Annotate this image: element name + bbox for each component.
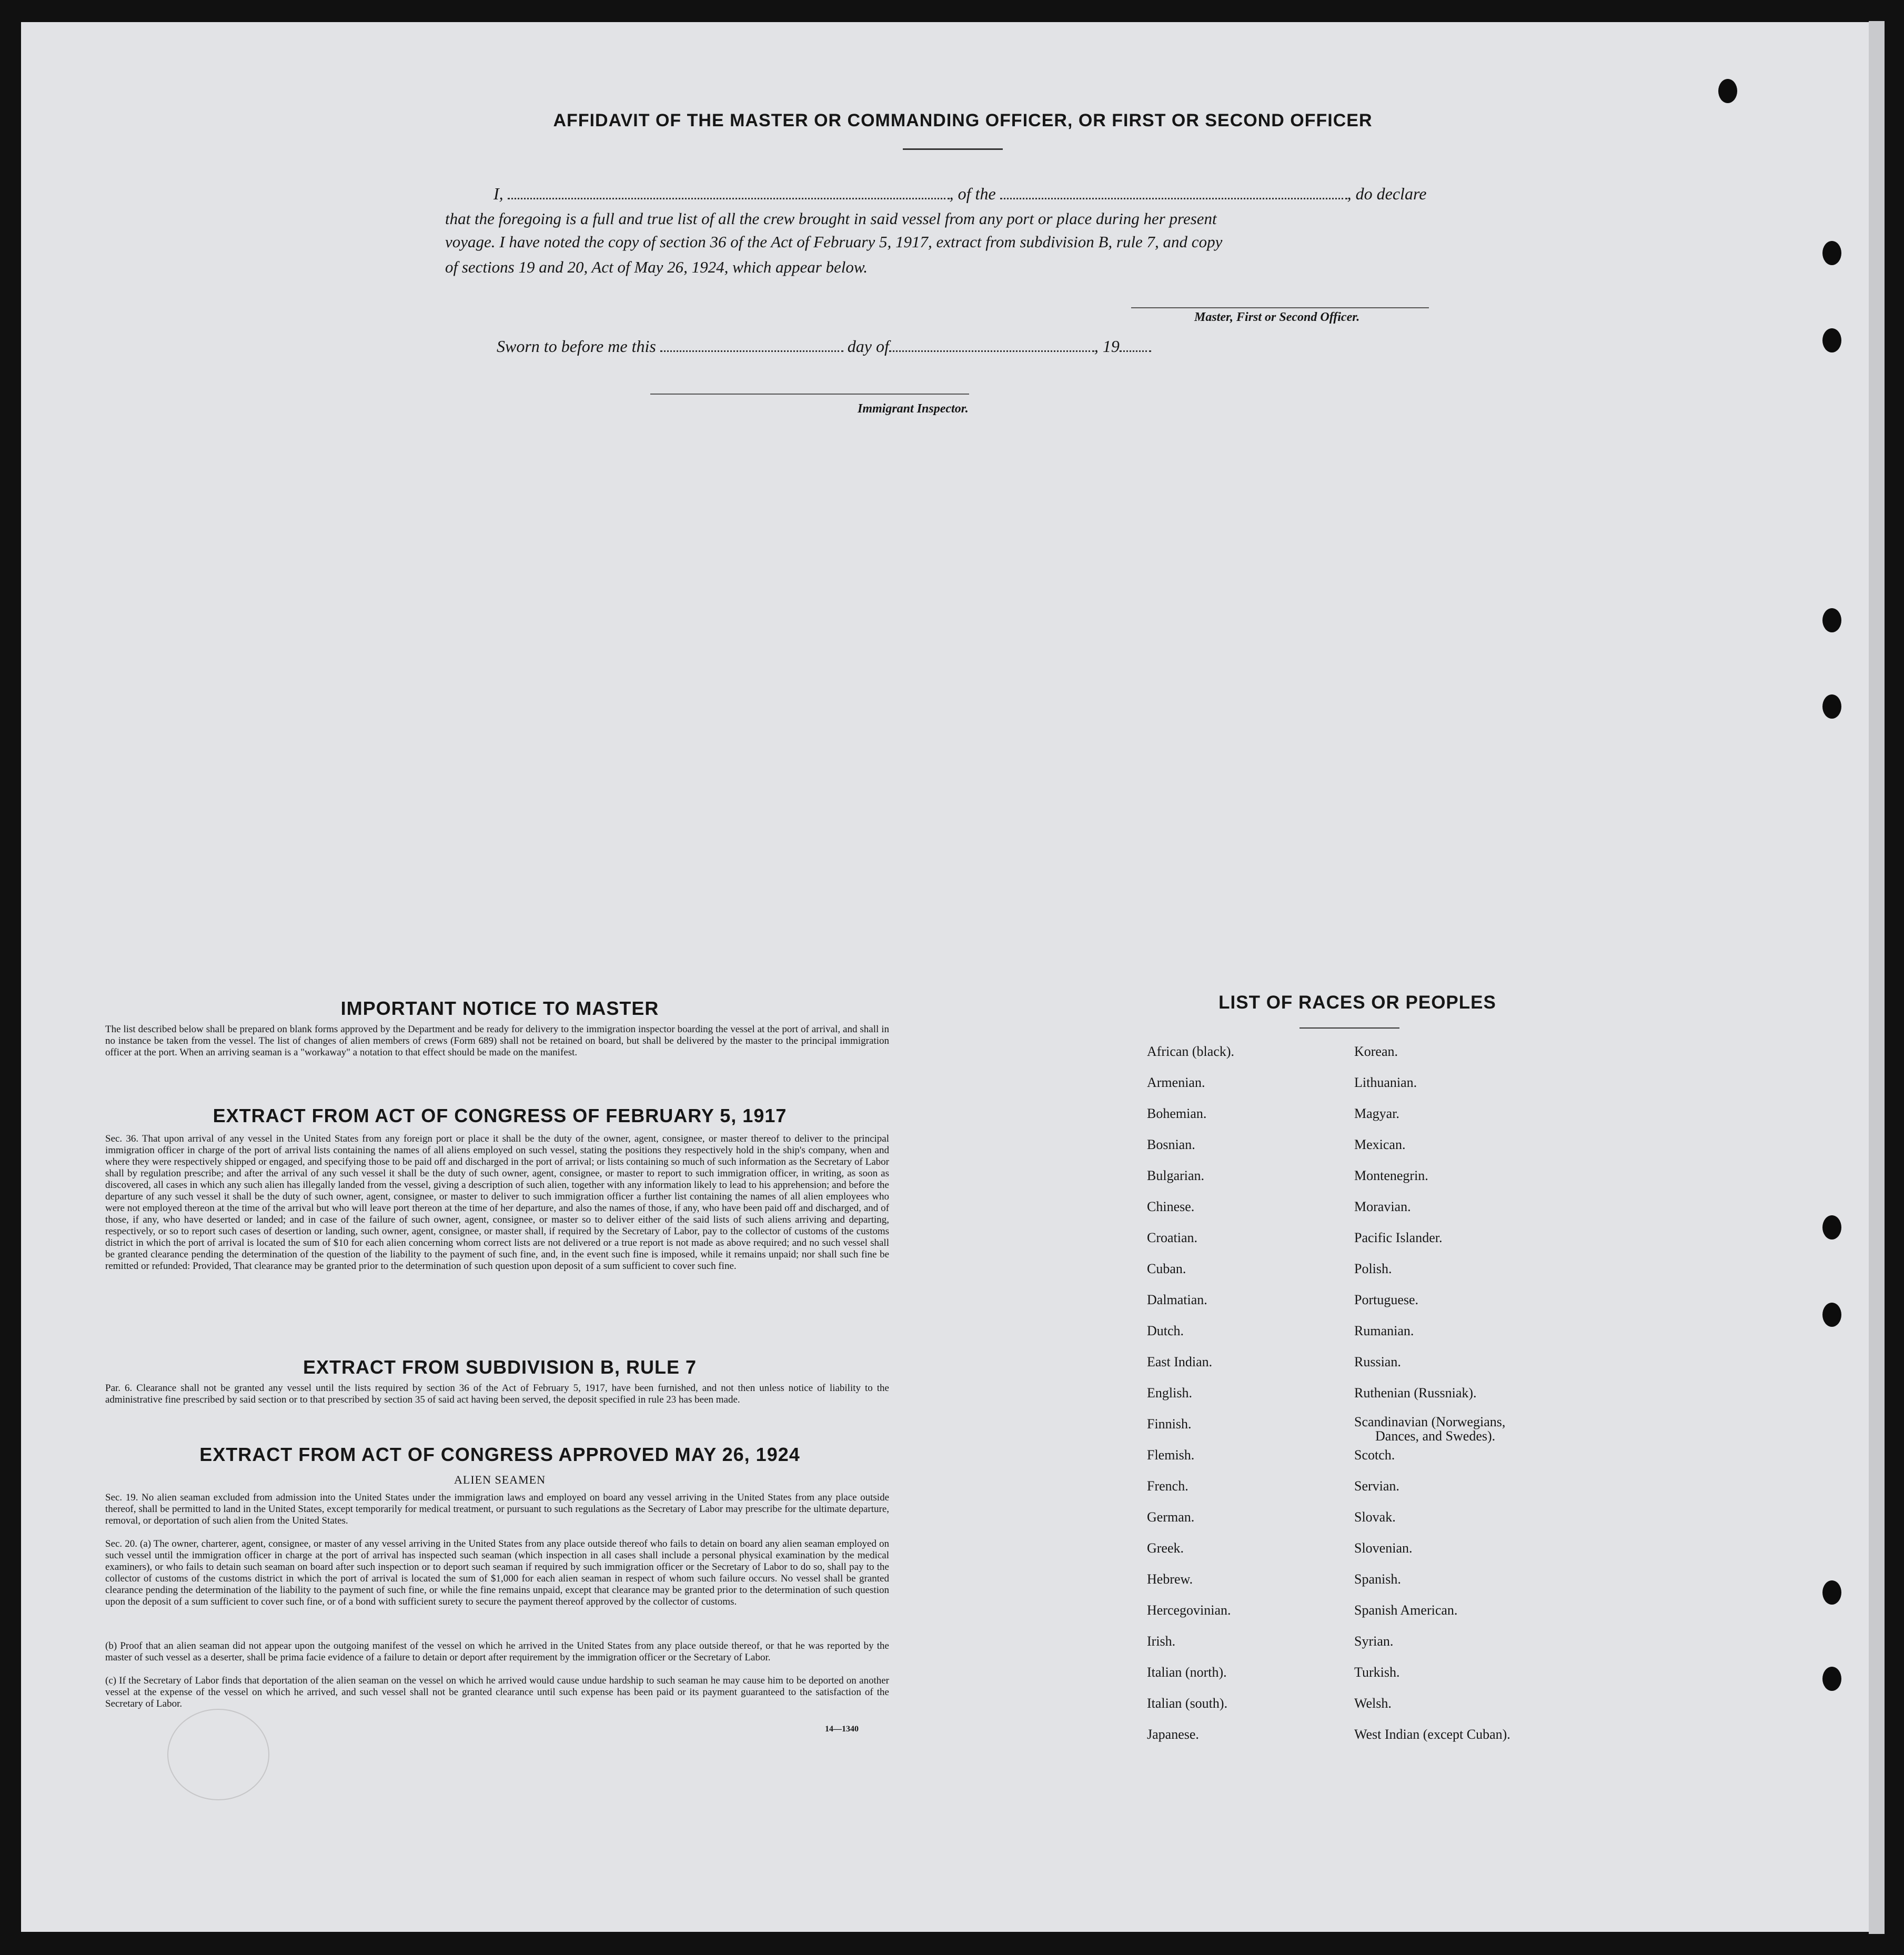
race-item: German. xyxy=(1147,1509,1195,1525)
title-underline xyxy=(903,148,1003,150)
form-number: 14—1340 xyxy=(825,1725,859,1734)
race-item: Chinese. xyxy=(1147,1199,1195,1214)
race-item: Bulgarian. xyxy=(1147,1168,1205,1183)
rule7-text: Par. 6. Clearance shall not be granted any vessel until the lists required by section 36 of the Act of February 5, 1917, have been furnished, and not then unless notice of liability to the administrative fine prescribed by said section or to that prescribed by section 35 of said act having been served, the deposit specified in rule 23 has been made. xyxy=(105,1383,889,1405)
binder-hole xyxy=(1822,694,1841,719)
race-item: Welsh. xyxy=(1354,1696,1392,1711)
race-item: Hercegovinian. xyxy=(1147,1603,1231,1618)
binder-hole xyxy=(1822,608,1841,632)
vessel-blank[interactable] xyxy=(1000,183,1347,199)
races-underline xyxy=(1299,1027,1399,1029)
race-item: Montenegrin. xyxy=(1354,1168,1428,1183)
race-item: Polish. xyxy=(1354,1261,1392,1276)
race-item: Greek. xyxy=(1147,1540,1184,1556)
declaration-do-declare: , do declare xyxy=(1347,184,1427,203)
sec20b-text: (b) Proof that an alien seaman did not appear upon the outgoing manifest of the vessel on which he arrived in the United States from any place outside thereof, or that he was reported by the master of such vessel as a deserter, shall be prima facie evidence of a failure to detain or deport after requirement by the immigration officer or the Secretary of Labor. xyxy=(105,1640,889,1663)
race-item: Moravian. xyxy=(1354,1199,1411,1214)
inspector-label: Immigrant Inspector. xyxy=(858,402,969,416)
declaration-line-3: voyage. I have noted the copy of section 36 of the Act of February 5, 1917, extract from subdivision B, rule 7, and copy xyxy=(445,233,1223,251)
binder-hole xyxy=(1822,1667,1841,1691)
race-item: Rumanian. xyxy=(1354,1323,1414,1338)
race-item: Dalmatian. xyxy=(1147,1292,1207,1307)
sworn-line xyxy=(497,334,1233,359)
race-item: Croatian. xyxy=(1147,1230,1198,1245)
name-blank[interactable] xyxy=(508,183,950,199)
extract-1917-text: Sec. 36. That upon arrival of any vessel in the United States from any foreign port or place it shall be the duty of the owner, agent, consignee, or master thereof to deliver to the principal immigration officer in charge of the port of arrival lists containing the names of all aliens employed on such vessel, stating the positions they respectively hold in the ship's company, when and where they were respectively shipped or engaged, and specifying those to be paid off and discharged in the port of arrival; or lists containing so much of such information as the Secretary of Labor shall by regulation prescribe; and after the arrival of any such vessel it shall be the duty of such owner, agent, consignee, or master to report to such immigration officer, in writing, as soon as discovered, all cases in which any such alien has illegally landed from the vessel, giving a description of such alien, together with any information likely to lead to his apprehension; and before the departure of any such vessel it shall be the duty of such owner, agent, consignee, or master to deliver to such immigration officer a further list containing the names of all alien employees who were not employed thereon at the time of the arrival but who will leave port thereon at the time of her departure, and also the names of those, if any, who have been paid off and discharged, and of those, if any, who have deserted or landed; and in case of the failure of such owner, agent, consignee, or master so to deliver either of the said lists of such aliens arriving and departing, respectively, or so to report such cases of desertion or landing, such owner, agent, consignee, or master shall, if required by the Secretary of Labor, pay to the collector of customs of the customs district in which the port of arrival is located the sum of $10 for each alien concerning whom correct lists are not delivered or a true report is not made as above required; and no such vessel shall be granted clearance pending the determination of the question of the liability to the payment of such fine, and, in the event such fine is imposed, while it remains unpaid; nor shall such fine be remitted or refunded: Provided, That clearance may be granted prior to the determination of such question upon deposit of a sum sufficient to cover such fine. xyxy=(105,1133,889,1272)
page-edge xyxy=(1869,21,1885,1934)
faint-seal xyxy=(167,1709,269,1800)
master-signature-label: Master, First or Second Officer. xyxy=(1194,310,1360,324)
sworn-year-blank[interactable] xyxy=(1120,336,1151,352)
race-item: Italian (north). xyxy=(1147,1665,1227,1680)
binder-hole xyxy=(1718,79,1737,103)
race-item: West Indian (except Cuban). xyxy=(1354,1727,1510,1742)
race-item: Irish. xyxy=(1147,1634,1176,1649)
race-item: Turkish. xyxy=(1354,1665,1400,1680)
race-item: Slovenian. xyxy=(1354,1540,1413,1556)
race-item: English. xyxy=(1147,1385,1192,1400)
race-item: Mexican. xyxy=(1354,1137,1406,1152)
race-item-continuation: Dances, and Swedes). xyxy=(1375,1428,1496,1444)
race-item: Russian. xyxy=(1354,1354,1401,1369)
declaration-i: I, xyxy=(493,184,503,203)
race-item: Portuguese. xyxy=(1354,1292,1419,1307)
binder-hole xyxy=(1822,1303,1841,1327)
race-item: Hebrew. xyxy=(1147,1571,1193,1587)
extract-1917-title: EXTRACT FROM ACT OF CONGRESS OF FEBRUARY 5, 1917 xyxy=(213,1105,787,1126)
race-item: East Indian. xyxy=(1147,1354,1213,1369)
declaration-of-the: , of the xyxy=(949,184,996,203)
race-item: Spanish. xyxy=(1354,1571,1401,1587)
binder-hole xyxy=(1822,328,1841,352)
sworn-year-prefix: , 19 xyxy=(1094,337,1120,356)
sec19-text: Sec. 19. No alien seaman excluded from admission into the United States under the immigration laws and employed on board any vessel arriving in the United States from any place outside thereof, shall be permitted to land in the United States, except temporarily for medical treatment, or pursuant to such regulations as the Secretary of Labor may prescribe for the ultimate departure, removal, or deportation of such alien from the United States. xyxy=(105,1492,889,1526)
alien-seamen-subtitle: ALIEN SEAMEN xyxy=(454,1473,546,1486)
sworn-day-of: day of xyxy=(847,337,889,356)
sworn-day-blank[interactable] xyxy=(660,336,843,352)
extract-1924-title: EXTRACT FROM ACT OF CONGRESS APPROVED MAY 26, 1924 xyxy=(199,1444,800,1465)
sworn-month-blank[interactable] xyxy=(889,336,1094,352)
race-item: Bohemian. xyxy=(1147,1106,1207,1121)
sec20c-text: (c) If the Secretary of Labor finds that deportation of the alien seaman on the vessel on which he arrived would cause undue hardship to such seaman he may cause him to be deported on another vessel at the expense of the vessel on which he arrived, and such vessel shall not be granted clearance until such expense has been paid or its payment guaranteed to the satisfaction of the Secretary of Labor. xyxy=(105,1675,889,1709)
races-title: LIST OF RACES OR PEOPLES xyxy=(1218,992,1496,1013)
race-item: Pacific Islander. xyxy=(1354,1230,1443,1245)
race-item: Finnish. xyxy=(1147,1416,1192,1432)
race-item: French. xyxy=(1147,1478,1188,1494)
race-item: Scotch. xyxy=(1354,1447,1395,1463)
race-item: Bosnian. xyxy=(1147,1137,1195,1152)
notice-text: The list described below shall be prepared on blank forms approved by the Department and be ready for delivery to the immigration inspector boarding the vessel at the port of arrival, and shall in no instance be taken from the vessel. The list of changes of alien members of crews (Form 689) shall not be retained on board, but shall be delivered by the master to the principal immigration officer at the port. When an arriving seaman is a "workaway" a notation to that effect should be made on the manifest. xyxy=(105,1024,889,1058)
declaration-line-1 xyxy=(493,181,1462,206)
race-item: Magyar. xyxy=(1354,1106,1399,1121)
race-item: Korean. xyxy=(1354,1044,1398,1059)
race-item: Flemish. xyxy=(1147,1447,1195,1463)
sworn-text: Sworn to before me this xyxy=(497,337,656,356)
race-item: Lithuanian. xyxy=(1354,1075,1417,1090)
race-item: Japanese. xyxy=(1147,1727,1199,1742)
race-item: Armenian. xyxy=(1147,1075,1205,1090)
race-item: Syrian. xyxy=(1354,1634,1394,1649)
inspector-signature-line[interactable] xyxy=(650,394,969,395)
race-item: Scandinavian (Norwegians, xyxy=(1354,1414,1506,1429)
race-item: African (black). xyxy=(1147,1044,1235,1059)
declaration-line-2: that the foregoing is a full and true list of all the crew brought in said vessel from any port or place during her present xyxy=(445,209,1217,228)
binder-hole xyxy=(1822,241,1841,265)
race-item: Ruthenian (Russniak). xyxy=(1354,1385,1477,1400)
sec20a-text: Sec. 20. (a) The owner, charterer, agent, consignee, or master of any vessel arriving in the United States from any place outside thereof who fails to detain on board any alien seaman employed on such vessel until the immigration officer in charge at the port of arrival has inspected such seaman (which inspection in all cases shall include a personal physical examination by the medical examiners), or who fails to detain such seaman on board after such inspection or to deport such seaman if required by such immigration officer or the Secretary of Labor to do so, shall pay to the collector of customs of the customs district in which the port of arrival is located the sum of $1,000 for each alien seaman in respect of whom such failure occurs. No vessel shall be granted clearance pending the determination of the liability to the payment of such fine, or while the fine remains unpaid, except that clearance may be granted prior to the determination of such question upon the deposit of a sum sufficient to cover such fine, or of a bond with sufficient surety to secure the payment thereof approved by the collector of customs. xyxy=(105,1538,889,1607)
affidavit-title: AFFIDAVIT OF THE MASTER OR COMMANDING OFFICER, OR FIRST OR SECOND OFFICER xyxy=(553,110,1373,130)
declaration-line-4: of sections 19 and 20, Act of May 26, 1924, which appear below. xyxy=(445,258,868,276)
race-item: Cuban. xyxy=(1147,1261,1186,1276)
rule7-title: EXTRACT FROM SUBDIVISION B, RULE 7 xyxy=(303,1356,697,1378)
race-item: Servian. xyxy=(1354,1478,1399,1494)
notice-title: IMPORTANT NOTICE TO MASTER xyxy=(340,997,659,1019)
binder-hole xyxy=(1822,1215,1841,1239)
race-item: Italian (south). xyxy=(1147,1696,1228,1711)
race-item: Dutch. xyxy=(1147,1323,1184,1338)
race-item: Slovak. xyxy=(1354,1509,1396,1525)
binder-hole xyxy=(1822,1580,1841,1605)
race-item: Spanish American. xyxy=(1354,1603,1458,1618)
master-signature-line[interactable] xyxy=(1131,307,1429,308)
